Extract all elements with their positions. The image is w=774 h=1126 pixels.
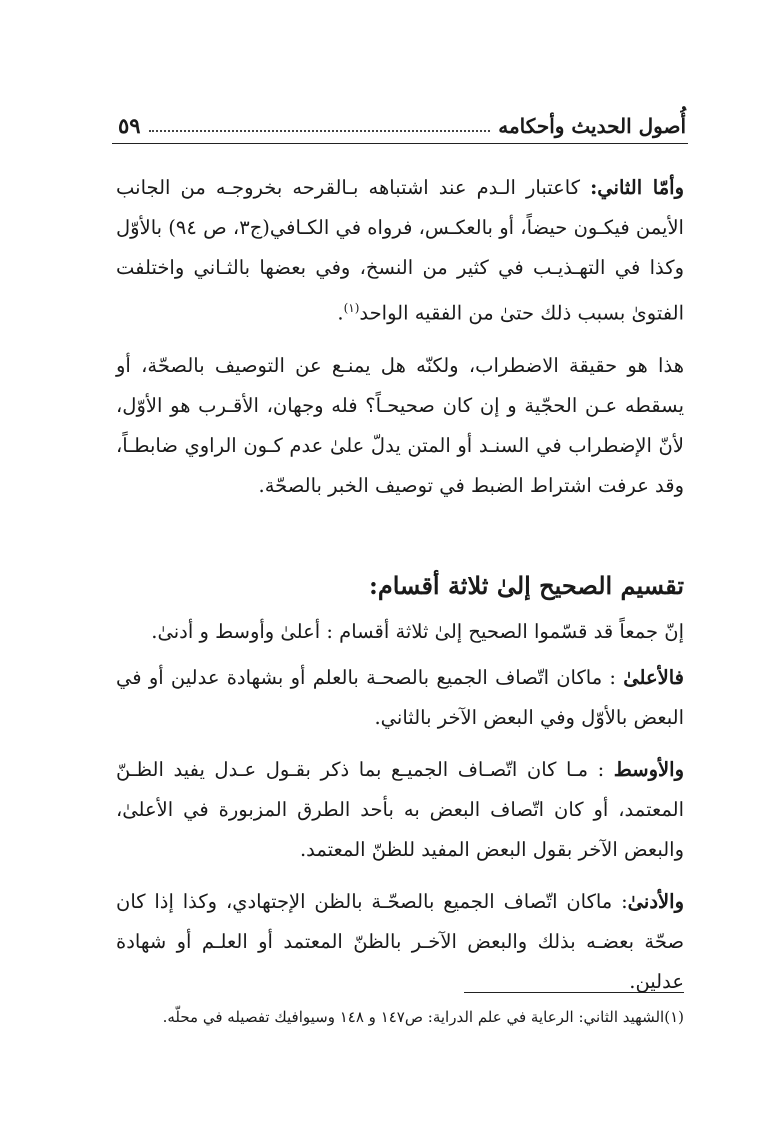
section-heading: تقسيم الصحيح إلىٰ ثلاثة أقسام: <box>369 570 684 600</box>
header-title: أُصول الحديث وأحكامه <box>498 114 686 138</box>
footnote-rule <box>464 992 684 993</box>
paragraph-1-lead: وأمّا الثاني: <box>590 176 684 199</box>
paragraph-6-text: : ماكان اتّصاف الجميع بالصحّـة بالظن الإجتهادي، وكذا إذا كان صحّة بعضـه بذلك والبعض الآخـر بالظنّ المعتمد أو العلـم أو شهادة عدلين. <box>116 889 684 993</box>
paragraph-5-lead: والأوسط <box>613 757 684 781</box>
header-dot-leader <box>149 130 491 132</box>
paragraph-1-end: . <box>337 301 344 325</box>
paragraph-4-text: : ماكان اتّصاف الجميع بالصحـة بالعلم أو بشهادة عدلين أو في البعض بالأوّل وفي البعض الآخر بالثاني. <box>116 665 684 729</box>
main-text <box>116 168 684 1002</box>
paragraph-1-text: كاعتبار الـدم عند اشتباهه بـالقرحه بخروجـه من الجانب الأيمن فيكـون حيضاً، أو بالعكـس، فرواه في الكـافي(ج٣، ص ٩٤) بالأوّل وكذا في التهـذيـب في كثير من النسخ، وفي بعضها بالثـاني واختلفت الفتوىٰ بسبب ذلك حتىٰ من الفقيه الواحد <box>116 176 684 325</box>
paragraph-4-lead: فالأعلىٰ <box>623 665 684 689</box>
paragraph-5 <box>116 750 684 870</box>
footnote: (١)الشهيد الثاني: الرعاية في علم الدراية: ص١٤٧ و ١٤٨ وسيوافيك تفصيله في محلّه. <box>162 1008 684 1026</box>
paragraph-1 <box>116 168 684 334</box>
paragraph-3: إنّ جمعاً قد قسّموا الصحيح إلىٰ ثلاثة أقسام : أعلىٰ وأوسط و أدنىٰ. <box>151 619 684 643</box>
paragraph-5-text: : مـا كان اتّصـاف الجميـع بما ذكر بقـول عـدل يفيد الظـنّ المعتمد، أو كان اتّصاف البعض به بأحد الطرق المزبورة في الأعلىٰ، والبعض الآخر بقول البعض المفيد للظنّ المعتمد. <box>116 757 684 861</box>
paragraph-4 <box>116 658 684 738</box>
header-rule <box>112 143 688 144</box>
paragraph-6 <box>116 882 684 1002</box>
page-number: ٥٩ <box>118 113 141 138</box>
running-header <box>118 106 686 140</box>
paragraph-6-lead: والأدنىٰ <box>627 889 684 913</box>
footnote-marker: (١) <box>343 301 360 315</box>
paragraph-2: هذا هو حقيقة الاضطراب، ولكنّه هل يمنـع عن التوصيف بالصحّة، أو يسقطه عـن الحجّية و إن كان صحيحـاً؟ فله وجهان، الأقـرب هو الأوّل، لأنّ الإضطراب في السنـد أو المتن يدلّ علىٰ عدم كـون الراوي ضابطـاً، وقد عرفت اشتراط الضبط في توصيف الخبر بالصحّة. <box>116 353 684 497</box>
